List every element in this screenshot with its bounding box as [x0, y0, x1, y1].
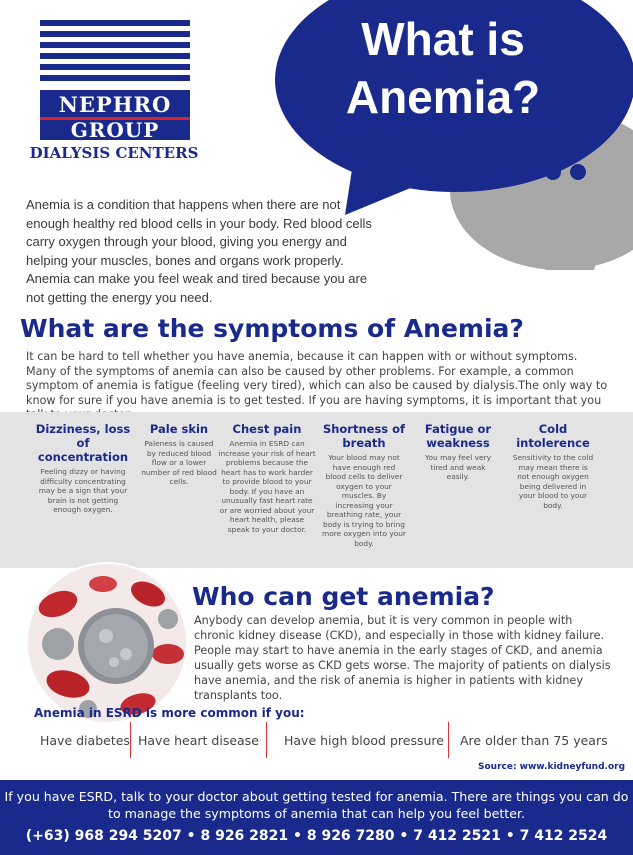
symptom-description: Feeling dizzy or having difficulty concentrating may be a sign that your brain is not getting enough oxygen. — [38, 467, 128, 514]
blood-cells-image — [26, 562, 188, 724]
risk-item-blood-pressure: Have high blood pressure — [284, 733, 444, 748]
symptom-fatigue — [418, 422, 498, 482]
nephro-group-logo — [24, 16, 199, 166]
symptom-chest-pain — [218, 422, 316, 534]
risk-divider — [266, 722, 267, 758]
symptom-description: Anemia in ESRD can increase your risk of heart problems because the heart has to work harder to provide blood to your body. If you have an unusually fast heart rate or are worried about your heart health, please speak to your doctor. — [218, 439, 316, 534]
symptom-title: Chest pain — [232, 422, 302, 436]
risk-item-heart-disease: Have heart disease — [138, 733, 259, 748]
risk-divider — [130, 722, 131, 758]
logo-text-nephro: NEPHRO — [58, 92, 172, 117]
ellipsis-dot — [545, 164, 561, 180]
logo-text-dialysis-centers: DIALYSIS CENTERS — [29, 144, 199, 162]
symptom-description: Paleness is caused by reduced blood flow or a lower number of red blood cells. — [141, 439, 217, 486]
who-paragraph: Anybody can develop anemia, but it is very common in people with chronic kidney disease (CKD), and especially in those with kidney failure. People may start to have anemia in the early stages of CKD, and anemia usually gets worse as CKD gets worse. The majority of patients on dialysis have anemia, and the risk of anemia is higher in patients with kidney transplants too. — [194, 614, 611, 702]
who-heading: Who can get anemia? — [192, 582, 495, 611]
symptom-title: Shortness of breath — [322, 422, 406, 450]
symptom-title: Cold intolerence — [516, 422, 590, 450]
symptoms-heading: What are the symptoms of Anemia? — [20, 314, 524, 343]
page-title — [318, 10, 568, 126]
symptom-description: Your blood may not have enough red blood cells to deliver oxygen to your muscles. By increasing your breathing rate, your body is trying to bring more oxygen into your body. — [322, 453, 406, 548]
symptom-title: Fatigue or weakness — [424, 422, 492, 450]
symptom-cold-intolerence — [512, 422, 594, 510]
footer-phone-numbers: (+63) 968 294 5207 • 8 926 2821 • 8 926 7280 • 7 412 2521 • 7 412 2524 — [25, 828, 608, 844]
intro-paragraph: Anemia is a condition that happens when there are not enough healthy red blood cells in your body. Red blood cells carry oxygen through your blood, giving you energy and helping your muscles, bones and organs work properly. Anemia can make you feel weak and tired because you are not getting the energy you need. — [26, 197, 372, 305]
risk-item-diabetes: Have diabetes — [40, 733, 130, 748]
symptom-description: Sensitivity to the cold may mean there is not enough oxygen being delivered in your blood to your body. — [512, 453, 594, 510]
title-line-1: What is — [361, 13, 525, 65]
ellipsis-dot — [570, 164, 586, 180]
logo-text-group: GROUP — [70, 118, 160, 142]
footer-banner — [0, 780, 633, 855]
symptoms-band — [0, 412, 633, 568]
symptom-title: Pale skin — [149, 422, 209, 436]
symptom-shortness-of-breath — [322, 422, 406, 548]
footer-message: If you have ESRD, talk to your doctor about getting tested for anemia. There are things you can do to manage the symptoms of anemia that can help you feel better. — [4, 789, 629, 821]
symptoms-paragraph: It can be hard to tell whether you have anemia, because it can happen with or without symptoms. Many of the symptoms of anemia can also be caused by other problems. For example, a common symptom of anemia is fatigue (feeling very tired), which can also be caused by dialysis.The only way to know for sure if you have anemia is to get tested. If you are having symptoms, it is important that you — [26, 350, 608, 407]
risk-divider — [448, 722, 449, 758]
title-line-2: Anemia? — [345, 71, 541, 123]
symptom-pale-skin — [140, 422, 218, 487]
risk-item-older-than-75: Are older than 75 years — [460, 733, 608, 748]
symptom-dizziness — [34, 422, 132, 515]
symptom-title: Dizziness, loss of concentration — [35, 422, 131, 464]
source-credit: Source: www.kidneyfund.org — [478, 762, 626, 772]
risk-heading: Anemia in ESRD is more common if you: — [34, 706, 305, 720]
symptom-description: You may feel very tired and weak easily. — [425, 453, 491, 481]
ellipsis-dot — [520, 164, 536, 180]
